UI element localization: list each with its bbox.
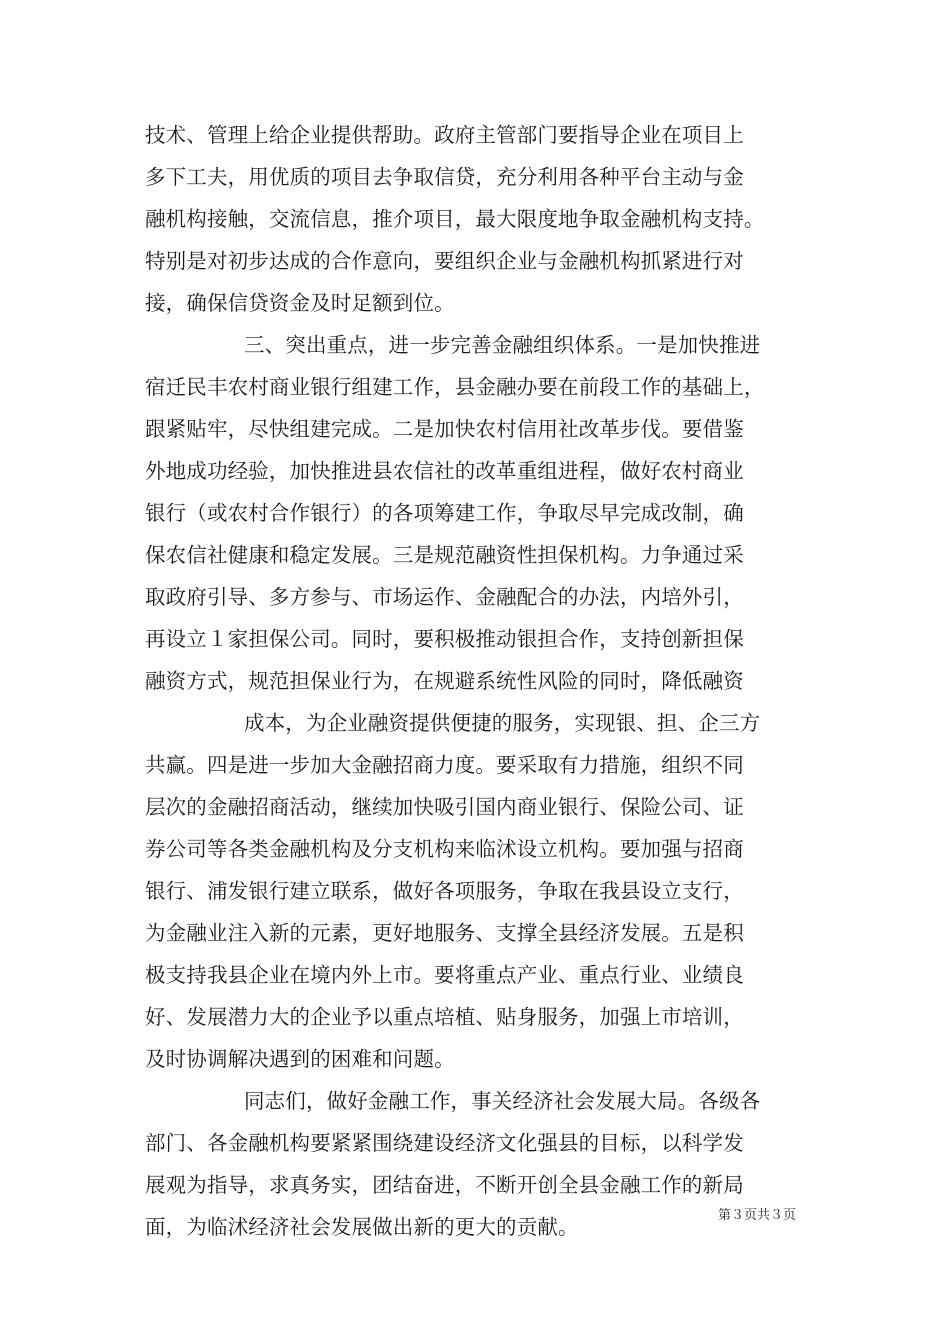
body-text-line: 券公司等各类金融机构及分支机构来临沭设立机构。要加强与招商	[145, 837, 744, 861]
body-text-line: 再设立１家担保公司。同时，要积极推动银担合作，支持创新担保	[145, 627, 744, 651]
body-text-line: 为金融业注入新的元素，更好地服务、支撑全县经济发展。五是积	[145, 921, 744, 945]
body-text-line: 面，为临沭经济社会发展做出新的更大的贡献。	[145, 1215, 579, 1239]
body-text-line: 跟紧贴牢，尽快组建完成。二是加快农村信用社改革步伐。要借鉴	[145, 417, 744, 441]
body-text-line: 融机构接触，交流信息，推介项目，最大限度地争取金融机构支持。	[145, 207, 765, 231]
body-text-line: 多下工夫，用优质的项目去争取信贷，充分利用各种平台主动与金	[145, 165, 744, 189]
body-text-line: 取政府引导、多方参与、市场运作、金融配合的办法，内培外引，	[145, 585, 744, 609]
page-number-footer: 第３页共３页	[718, 1208, 797, 1223]
body-text-line: 银行（或农村合作银行）的各项筹建工作，争取尽早完成改制，确	[145, 501, 744, 525]
body-text-line: 共赢。四是进一步加大金融招商力度。要采取有力措施，组织不同	[145, 753, 744, 777]
paragraph-first-line: 三、突出重点，进一步完善金融组织体系。一是加快推进	[244, 333, 761, 357]
body-text-line: 及时协调解决遇到的困难和问题。	[145, 1047, 455, 1071]
body-text-line: 接，确保信贷资金及时足额到位。	[145, 291, 455, 315]
body-text-line: 极支持我县企业在境内外上市。要将重点产业、重点行业、业绩良	[145, 963, 744, 987]
body-text-line: 外地成功经验，加快推进县农信社的改革重组进程，做好农村商业	[145, 459, 744, 483]
body-text-line: 银行、浦发银行建立联系，做好各项服务，争取在我县设立支行，	[145, 879, 744, 903]
body-text-line: 展观为指导，求真务实，团结奋进，不断开创全县金融工作的新局	[145, 1173, 744, 1197]
paragraph-first-line: 同志们，做好金融工作，事关经济社会发展大局。各级各	[244, 1089, 761, 1113]
body-text-line: 好、发展潜力大的企业予以重点培植、贴身服务，加强上市培训，	[145, 1005, 744, 1029]
body-text-line: 技术、管理上给企业提供帮助。政府主管部门要指导企业在项目上	[145, 123, 744, 147]
body-text-line: 部门、各金融机构要紧紧围绕建设经济文化强县的目标，以科学发	[145, 1131, 744, 1155]
paragraph-first-line: 成本，为企业融资提供便捷的服务，实现银、担、企三方	[244, 711, 761, 735]
body-text-line: 融资方式，规范担保业行为，在规避系统性风险的同时，降低融资	[145, 669, 744, 693]
body-text-line: 宿迁民丰农村商业银行组建工作，县金融办要在前段工作的基础上，	[145, 375, 765, 399]
body-text-line: 特别是对初步达成的合作意向，要组织企业与金融机构抓紧进行对	[145, 249, 744, 273]
body-text-line: 层次的金融招商活动，继续加快吸引国内商业银行、保险公司、证	[145, 795, 744, 819]
body-text-line: 保农信社健康和稳定发展。三是规范融资性担保机构。力争通过采	[145, 543, 744, 567]
